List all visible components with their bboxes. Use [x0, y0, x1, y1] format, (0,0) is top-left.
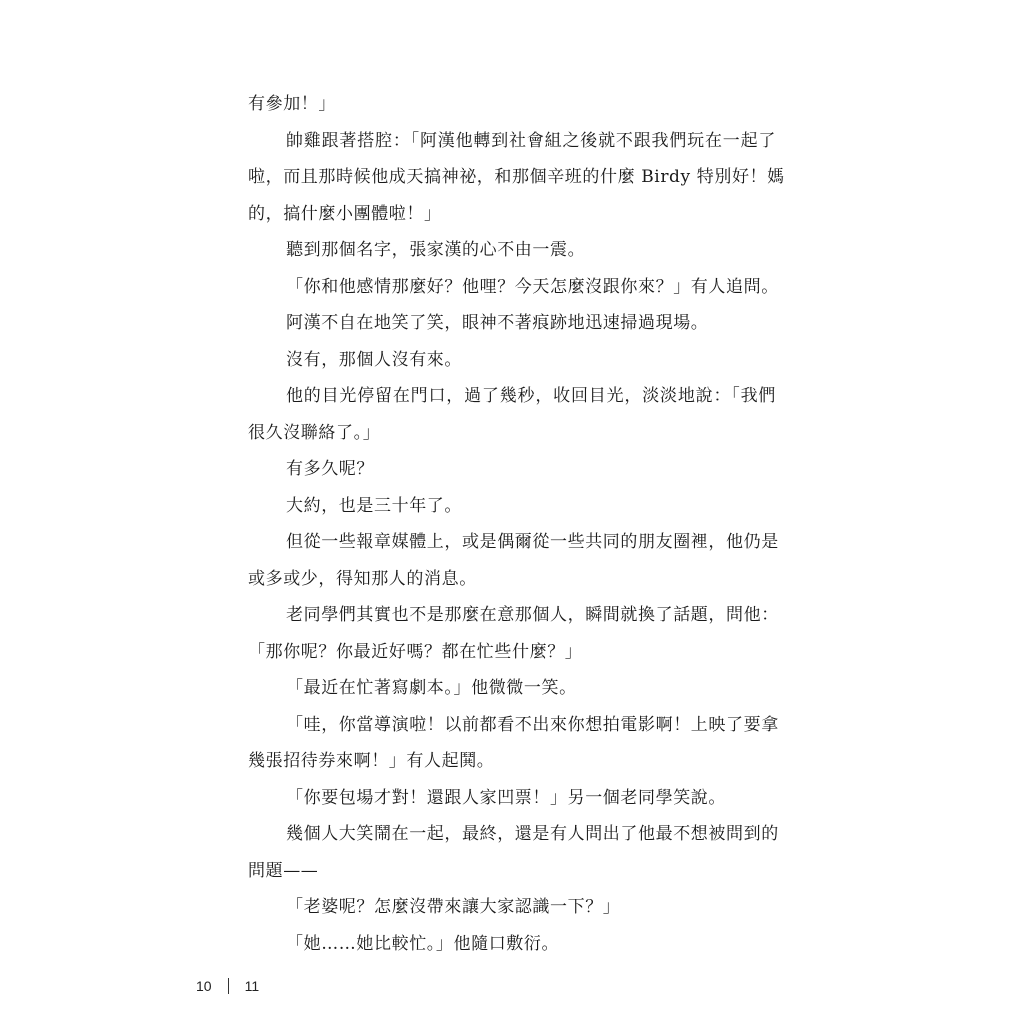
text-line: 他的目光停留在門口，過了幾秒，收回目光，淡淡地說：「我們 [286, 386, 776, 406]
page-number-divider [228, 978, 229, 994]
text-line: 聽到那個名字，張家漢的心不由一震。 [286, 240, 586, 260]
text-line: 很久沒聯絡了。」 [248, 422, 381, 443]
text-line: 或多或少，得知那人的消息。 [248, 568, 477, 589]
text-line: 大約，也是三十年了。 [286, 495, 462, 516]
text-line: 幾張招待券來啊！」有人起鬨。 [248, 751, 495, 771]
text-line: 「那你呢？你最近好嗎？都在忙些什麼？」 [248, 641, 583, 662]
text-line: 「最近在忙著寫劇本。」他微微一笑。 [286, 678, 577, 698]
text-line: 「她……她比較忙。」他隨口敷衍。 [286, 933, 560, 954]
text-line: 有多久呢？ [286, 459, 374, 479]
text-line: 「你和他感情那麼好？他哩？今天怎麼沒跟你來？」有人追問。 [286, 276, 779, 297]
page-footer [196, 975, 259, 997]
text-line: 「哇，你當導演啦！以前都看不出來你想拍電影啊！上映了要拿 [286, 714, 779, 735]
text-line: 老同學們其實也不是那麼在意那個人，瞬間就換了話題，問他： [286, 605, 779, 625]
text-line: 有參加！」 [248, 94, 336, 114]
text-line: 但從一些報章媒體上，或是偶爾從一些共同的朋友圈裡，他仍是 [286, 532, 779, 552]
text-line: 啦，而且那時候他成天搞神祕，和那個辛班的什麼 Birdy 特別好！媽 [248, 167, 785, 187]
right-page-number: 11 [244, 978, 260, 994]
text-line: 「老婆呢？怎麼沒帶來讓大家認識一下？」 [286, 897, 621, 917]
text-line: 的，搞什麼小團體啦！」 [248, 203, 442, 224]
text-line: 帥雞跟著搭腔：「阿漢他轉到社會組之後就不跟我們玩在一起了 [286, 130, 776, 151]
text-line: 幾個人大笑鬧在一起，最終，還是有人問出了他最不想被問到的 [286, 824, 779, 844]
text-line: 阿漢不自在地笑了笑，眼神不著痕跡地迅速掃過現場。 [286, 313, 709, 333]
text-line: 「你要包場才對！還跟人家凹票！」另一個老同學笑說。 [286, 787, 726, 808]
text-line: 問題—— [248, 860, 319, 881]
text-line: 沒有，那個人沒有來。 [286, 349, 462, 370]
left-page-number: 10 [196, 978, 212, 994]
body-text [248, 86, 788, 962]
